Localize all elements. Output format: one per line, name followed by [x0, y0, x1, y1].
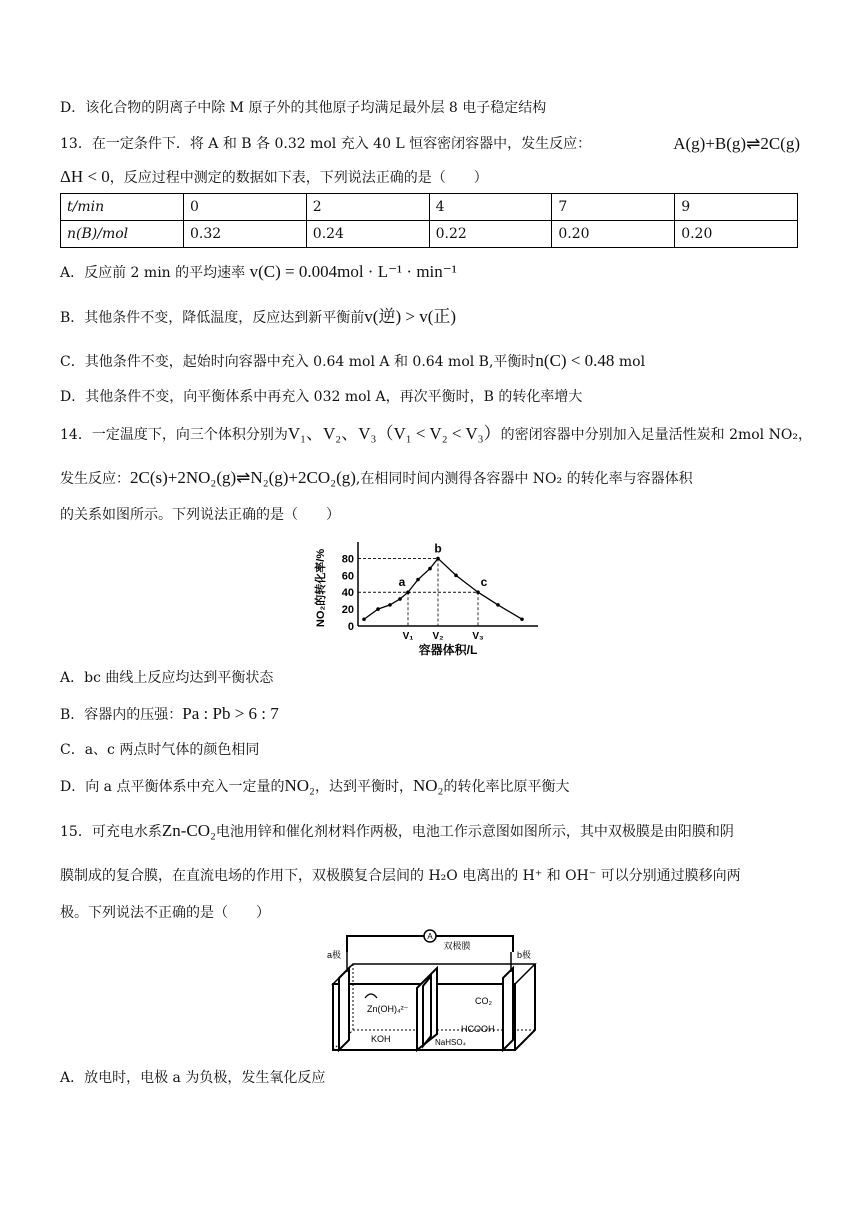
x-tick-label: V₁ — [402, 631, 414, 642]
table-row-header — [61, 194, 798, 221]
q15-stem-line3: 极。下列说法不正确的是（ ） — [60, 905, 270, 921]
data-point — [476, 590, 480, 594]
point-label-c: c — [480, 575, 488, 590]
q15-stem-line1: 15．可充电水系Zn-CO₂电池用锌和催化剂材料作两极，电池工作示意图如图所示，其中双极膜是由阳膜和阴 — [60, 821, 734, 840]
q13-stem-line2 — [60, 166, 800, 189]
q13-stem-text: 13．在一定条件下．将 A 和 B 各 0.32 mol 充入 40 L 恒容密闭容器中，发生反应： — [60, 136, 592, 152]
hcooh-label: HCOOH — [461, 1024, 495, 1034]
table-cell: 0.20 — [675, 221, 798, 248]
data-point — [436, 557, 440, 561]
q14-option-d: D．向 a 点平衡体系中充入一定量的NO₂，达到平衡时，NO₂的转化率比原平衡大 — [60, 776, 570, 795]
table-cell: t/min — [61, 194, 184, 221]
q13-option-c: C．其他条件不变，起始时向容器中充入 0.64 mol A 和 0.64 mol B,平衡时n(C) < 0.48 mol — [60, 351, 646, 370]
q13-delta-h: ΔH < 0 — [60, 167, 110, 186]
koh-label: KOH — [371, 1034, 391, 1044]
x-axis-label: 容器体积/L — [418, 643, 478, 657]
q12-option-d: D．该化合物的阴离子中除 M 原子外的其他原子均满足最外层 8 电子稳定结构 — [60, 100, 547, 116]
battery-diagram — [325, 928, 545, 1060]
nahso4-label: NaHSO₄ — [435, 1038, 466, 1047]
data-point — [376, 607, 380, 611]
q14-stem-line3: 的关系如图所示。下列说法正确的是（ ） — [60, 507, 340, 523]
q13-data-table — [60, 193, 798, 248]
table-cell: 7 — [552, 194, 675, 221]
y-tick-label: 60 — [341, 570, 354, 583]
table-cell: 0.32 — [184, 221, 307, 248]
a-pole-label: a极 — [327, 950, 342, 960]
data-point — [454, 574, 458, 578]
q14-stem-line1: 14．一定温度下，向三个体积分别为V₁、V₂、V₃（V₁ < V₂ < V₃）的密闭容器中分别加入足量活性炭和 2mol NO₂， — [60, 424, 812, 443]
data-point — [520, 617, 524, 621]
ammeter-label: A — [427, 932, 433, 941]
table-row-data — [61, 221, 798, 248]
q14-option-a: A．bc 曲线上反应均达到平衡状态 — [60, 670, 274, 686]
q13-option-d: D．其他条件不变，向平衡体系中再充入 032 mol A，再次平衡时，B 的转化率增大 — [60, 389, 583, 405]
q13-stem-line1 — [60, 133, 800, 155]
y-axis-label: NO₂的转化率/% — [315, 548, 327, 628]
x-tick-label: V₂ — [432, 631, 444, 642]
arrow-icon — [365, 994, 377, 998]
y-tick-label: 40 — [341, 587, 354, 600]
table-cell: 0.24 — [306, 221, 429, 248]
b-pole-label: b极 — [517, 950, 532, 960]
data-point — [496, 603, 500, 607]
series-line — [364, 558, 522, 619]
data-point — [388, 603, 392, 607]
x-tick-label: V₃ — [472, 631, 484, 642]
conversion-chart — [310, 530, 550, 660]
data-point — [398, 597, 402, 601]
co2-label: CO₂ — [475, 996, 492, 1006]
table-cell: 9 — [675, 194, 798, 221]
point-label-b: b — [434, 541, 442, 556]
zincate-label: Zn(OH)₄²⁻ — [367, 1004, 409, 1014]
q13-option-b: B．其他条件不变，降低温度，反应达到新平衡前v(逆) > v(正) — [60, 307, 457, 326]
q13-reaction: A(g)+B(g)⇌2C(g) — [673, 134, 800, 153]
membrane-label: 双极膜 — [443, 941, 471, 951]
data-point — [428, 567, 432, 571]
table-cell: 4 — [429, 194, 552, 221]
table-cell: n(B)/mol — [61, 221, 184, 248]
y-tick-label: 80 — [341, 553, 354, 566]
table-cell: 0.22 — [429, 221, 552, 248]
q14-stem-line2: 发生反应：2C(s)+2NO₂(g)⇌N₂(g)+2CO₂(g),在相同时间内测得各容器中 NO₂ 的转化率与容器体积 — [60, 468, 693, 487]
q15-option-a: A．放电时，电极 a 为负极，发生氧化反应 — [60, 1070, 326, 1086]
table-cell: 0.20 — [552, 221, 675, 248]
q14-option-b: B．容器内的压强：Pa : Pb > 6 : 7 — [60, 704, 279, 723]
q14-option-c: C．a、c 两点时气体的颜色相同 — [60, 742, 260, 758]
electrode-b — [503, 968, 513, 1050]
table-cell: 0 — [184, 194, 307, 221]
data-point — [362, 617, 366, 621]
data-point — [416, 578, 420, 582]
y-tick-label: 0 — [347, 621, 354, 633]
y-tick-label: 20 — [341, 604, 354, 617]
q15-stem-line2: 膜制成的复合膜，在直流电场的作用下，双极膜复合层间的 H₂O 电离出的 H⁺ 和 OH⁻ 可以分别通过膜移向两 — [60, 868, 741, 884]
electrode-a — [339, 968, 349, 1050]
q13-stem-text2: ，反应过程中测定的数据如下表，下列说法正确的是（ ） — [109, 170, 488, 186]
data-point — [406, 590, 410, 594]
table-cell: 2 — [306, 194, 429, 221]
point-label-a: a — [398, 575, 406, 590]
q13-option-a: A．反应前 2 min 的平均速率 v(C) = 0.004mol · L⁻¹ · min⁻¹ — [60, 262, 457, 281]
